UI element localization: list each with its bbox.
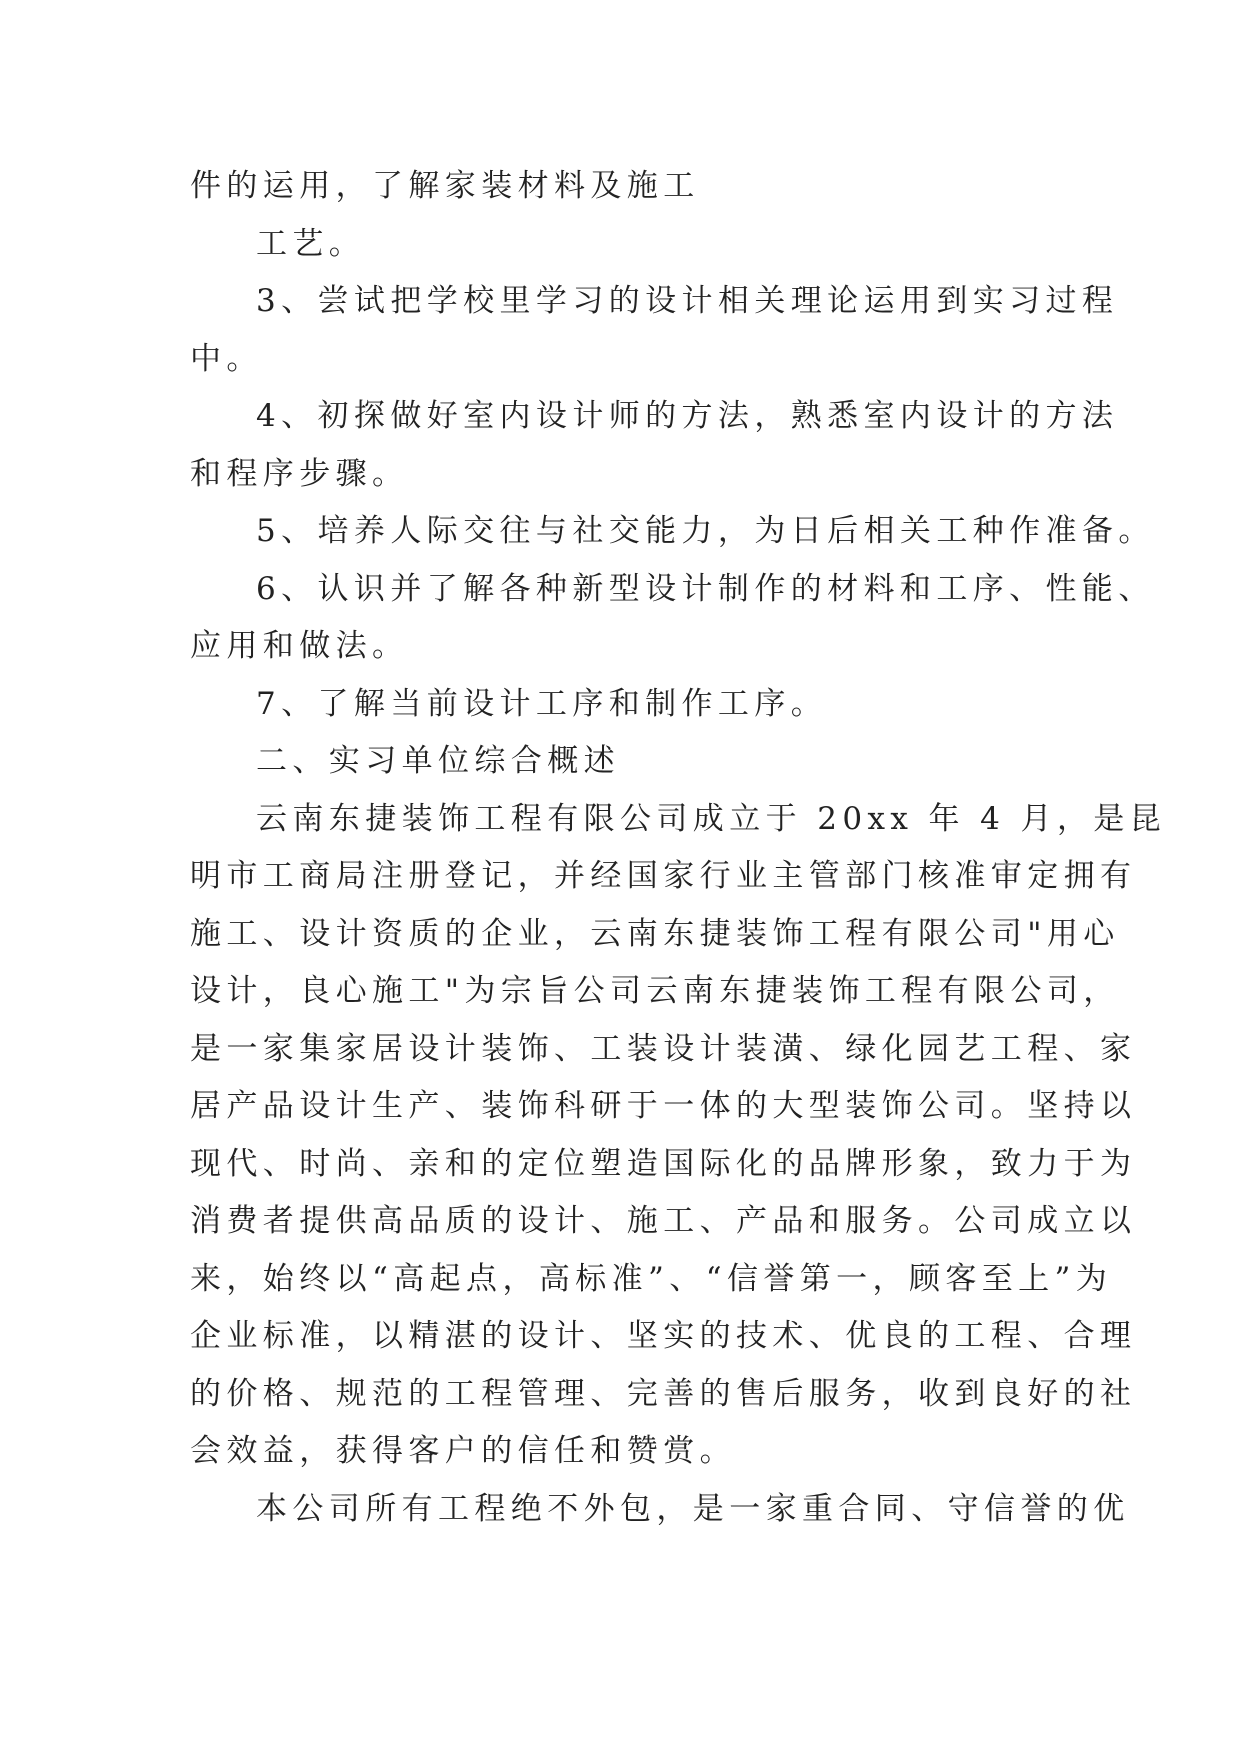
text-line: 本公司所有工程绝不外包，是一家重合同、守信誉的优	[256, 1490, 1130, 1527]
text-line: 施工、设计资质的企业，云南东捷装饰工程有限公司"用心	[190, 915, 1120, 952]
text-line: 中。	[190, 340, 263, 377]
text-line: 来，始终以“高起点，高标准”、“信誉第一，顾客至上”为	[190, 1260, 1113, 1297]
text-line: 云南东捷装饰工程有限公司成立于 20xx 年 4 月，是昆	[256, 800, 1167, 837]
text-line: 件的运用，了解家装材料及施工	[190, 168, 700, 204]
text-line: 6、认识并了解各种新型设计制作的材料和工序、性能、	[256, 570, 1155, 607]
text-line: 企业标准，以精湛的设计、坚实的技术、优良的工程、合理	[190, 1318, 1137, 1354]
section-heading: 二、实习单位综合概述	[256, 743, 620, 779]
text-line: 居产品设计生产、装饰科研于一体的大型装饰公司。坚持以	[190, 1088, 1137, 1124]
text-line: 3、尝试把学校里学习的设计相关理论运用到实习过程	[256, 283, 1119, 319]
text-line: 7、了解当前设计工序和制作工序。	[256, 685, 828, 722]
text-line: 的价格、规范的工程管理、完善的售后服务，收到良好的社	[190, 1375, 1137, 1412]
text-line: 明市工商局注册登记，并经国家行业主管部门核准审定拥有	[190, 858, 1137, 894]
text-line: 是一家集家居设计装饰、工装设计装潢、绿化园艺工程、家	[190, 1030, 1137, 1067]
text-line: 应用和做法。	[190, 628, 409, 664]
text-line: 和程序步骤。	[190, 455, 409, 492]
text-line: 消费者提供高品质的设计、施工、产品和服务。公司成立以	[190, 1203, 1137, 1239]
text-line: 现代、时尚、亲和的定位塑造国际化的品牌形象，致力于为	[190, 1145, 1137, 1182]
text-line: 会效益，获得客户的信任和赞赏。	[190, 1433, 736, 1469]
text-line: 设计，良心施工"为宗旨公司云南东捷装饰工程有限公司，	[190, 973, 1120, 1009]
text-line: 4、初探做好室内设计师的方法，熟悉室内设计的方法	[256, 398, 1119, 434]
text-line: 工艺。	[256, 225, 366, 262]
document-body	[190, 158, 1167, 1538]
text-line: 5、培养人际交往与社交能力，为日后相关工种作准备。	[256, 513, 1155, 549]
